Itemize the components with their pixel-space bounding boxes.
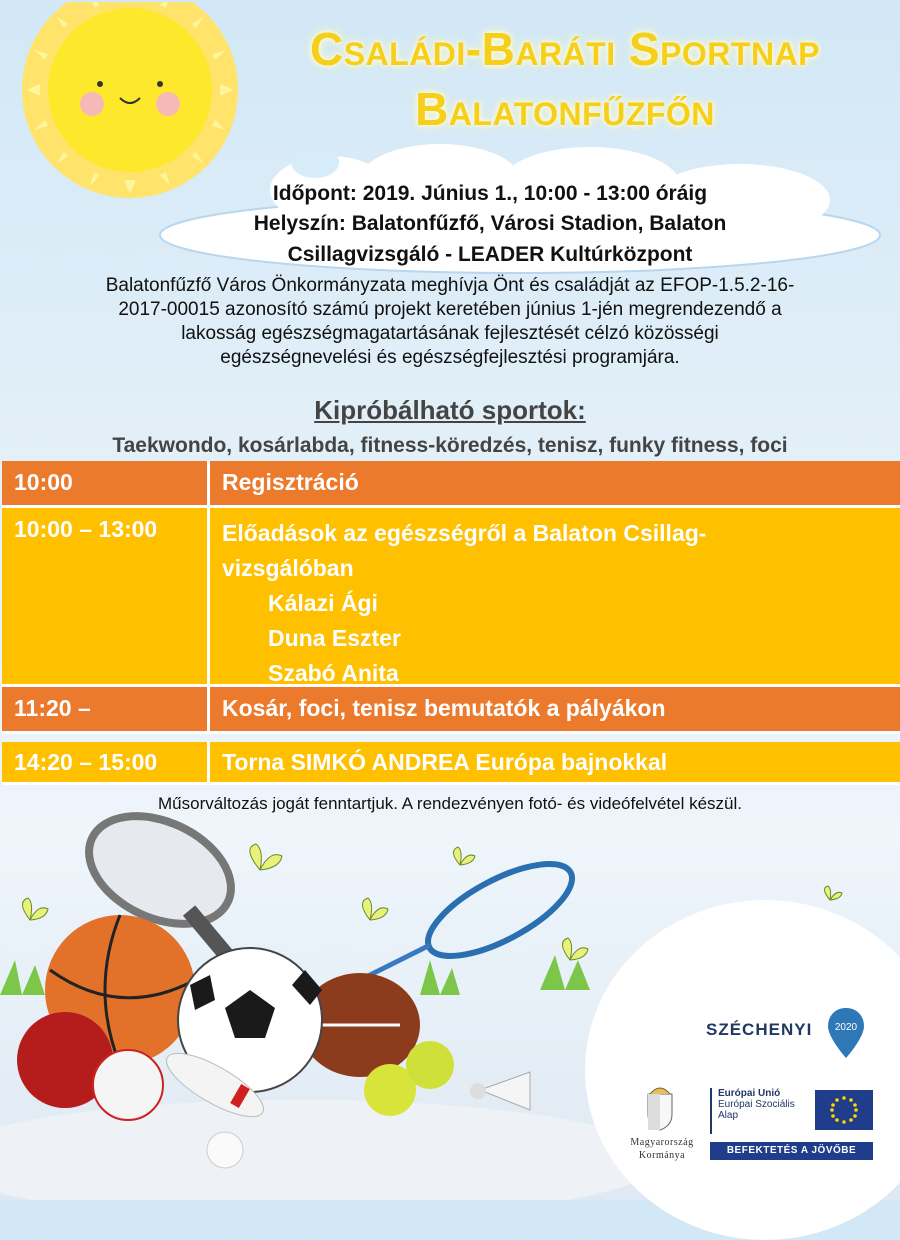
schedule-time: 11:20 – bbox=[2, 687, 210, 731]
baseball bbox=[93, 1050, 163, 1120]
intro-line: Balatonfűzfő Város Önkormányzata meghívja Önt és családját az EFOP-1.5.2-16- bbox=[105, 275, 795, 296]
info-date: Időpont: 2019. Június 1., 10:00 - 13:00 óráig bbox=[272, 182, 708, 205]
schedule-row bbox=[2, 687, 900, 734]
title-line-2: Balatonfűzfőn bbox=[415, 83, 715, 135]
golf-ball bbox=[207, 1132, 243, 1168]
title-line-1: Családi-Baráti Sportnap bbox=[309, 23, 821, 75]
schedule-event-line: Előadások az egészségről a Balaton Csillag- bbox=[222, 520, 707, 546]
szechenyi-logo-text: SZÉCHENYI bbox=[706, 1020, 813, 1039]
schedule-gap bbox=[2, 734, 900, 742]
government-label-2: Kormánya bbox=[638, 1150, 686, 1161]
szechenyi-year: 2020 bbox=[834, 1022, 858, 1033]
shuttlecock bbox=[470, 1072, 530, 1110]
eu-label-2: Európai Szociális bbox=[718, 1099, 795, 1110]
government-label-1: Magyarország bbox=[630, 1137, 694, 1148]
schedule-row bbox=[2, 461, 900, 508]
eu-flag-icon bbox=[815, 1090, 873, 1130]
schedule-row bbox=[2, 742, 900, 785]
eu-label-1: Európai Unió bbox=[718, 1088, 781, 1099]
schedule-event: Regisztráció bbox=[222, 469, 359, 495]
speaker-name: Duna Eszter bbox=[268, 625, 401, 651]
info-location-2: Csillagvizsgáló - LEADER Kultúrközpont bbox=[287, 243, 693, 266]
schedule-time: 10:00 bbox=[2, 461, 210, 505]
intro-line: 2017-00015 azonosító számú projekt keretében június 1-jén megrendezendő a bbox=[118, 299, 782, 320]
map-pin-icon bbox=[826, 1006, 866, 1060]
schedule-time: 10:00 – 13:00 bbox=[2, 508, 210, 684]
tennis-ball bbox=[406, 1041, 454, 1089]
schedule-event: Torna SIMKÓ ANDREA Európa bajnokkal bbox=[222, 749, 668, 775]
schedule-table bbox=[2, 461, 900, 785]
speaker-name: Kálazi Ági bbox=[268, 590, 378, 616]
hungarian-coat-of-arms-icon bbox=[640, 1080, 680, 1132]
disclaimer-note: Műsorváltozás jogát fenntartjuk. A rendezvényen fotó- és videófelvétel készül. bbox=[158, 794, 742, 813]
intro-text bbox=[10, 274, 890, 370]
schedule-event: Kosár, foci, tenisz bemutatók a pályákon bbox=[222, 695, 666, 721]
speaker-name: Szabó Anita bbox=[268, 660, 399, 686]
info-location-1: Helyszín: Balatonfűzfő, Városi Stadion, Balaton bbox=[253, 212, 727, 235]
eu-fund-label bbox=[710, 1088, 818, 1134]
sports-heading: Kipróbálható sportok: bbox=[314, 395, 586, 425]
sports-list: Taekwondo, kosárlabda, fitness-köredzés, tenisz, funky fitness, foci bbox=[112, 434, 788, 457]
intro-line: lakosság egészségmagatartásának fejlesztését célzó közösségi bbox=[181, 323, 719, 344]
schedule-event bbox=[210, 508, 900, 684]
schedule-time: 14:20 – 15:00 bbox=[2, 742, 210, 782]
intro-line: egészségnevelési és egészségfejlesztési programjára. bbox=[220, 347, 680, 368]
schedule-row bbox=[2, 508, 900, 687]
invest-future-banner: BEFEKTETÉS A JÖVŐBE bbox=[710, 1142, 873, 1160]
eu-label-3: Alap bbox=[718, 1110, 739, 1121]
schedule-event-line: vizsgálóban bbox=[222, 555, 354, 581]
